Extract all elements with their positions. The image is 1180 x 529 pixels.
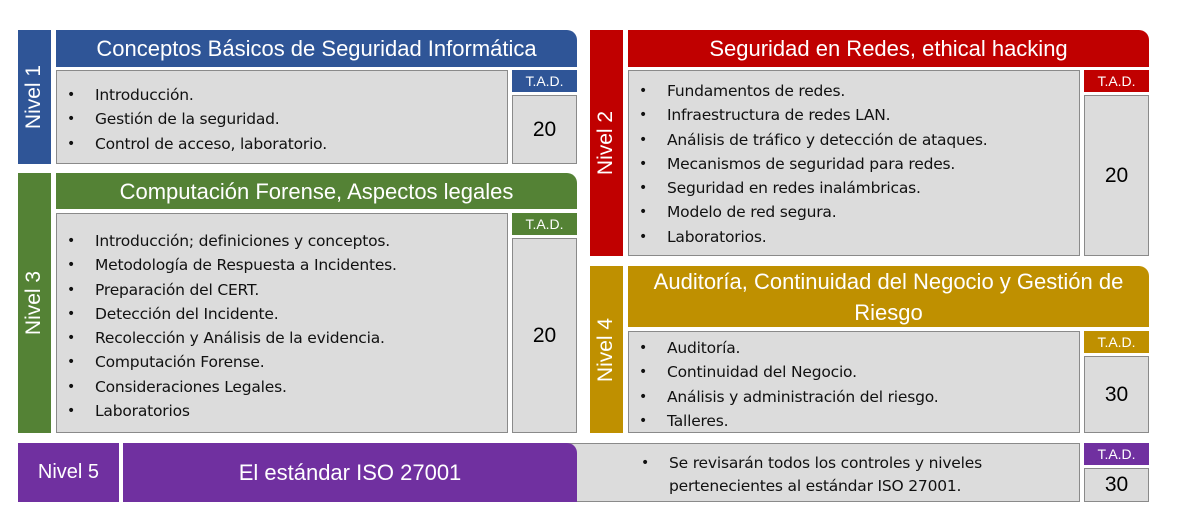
nivel2-title: Seguridad en Redes, ethical hacking [628,30,1149,67]
nivel1-title: Conceptos Básicos de Seguridad Informática [56,30,577,67]
topic-item: • Se revisarán todos los controles y niveles pertenecientes al estándar ISO 27001. [669,452,1009,498]
topic-item: • Detección del Incidente. [95,302,507,326]
topic-item: • Talleres. [667,409,1079,433]
nivel4-topics [628,331,1080,433]
topic-item: • Recolección y Análisis de la evidencia. [95,326,507,350]
topic-item: • Infraestructura de redes LAN. [667,103,1079,127]
topic-item: • Análisis y administración del riesgo. [667,385,1079,409]
nivel4-title: Auditoría, Continuidad del Negocio y Gestión de Riesgo [628,266,1149,327]
topic-item: • Introducción; definiciones y conceptos. [95,229,507,253]
topic-item: • Introducción. [95,83,507,107]
topic-item: • Modelo de red segura. [667,200,1079,224]
topic-item: • Auditoría. [667,336,1079,360]
topic-item: • Laboratorios. [667,225,1079,249]
nivel3-level-label: Nivel 3 [18,173,51,433]
topic-item: • Laboratorios [95,399,507,423]
nivel5-title: El estándar ISO 27001 [123,443,577,502]
nivel3-topics [56,213,508,433]
nivel2-topics [628,70,1080,256]
nivel5-tad-label: T.A.D. [1084,443,1149,465]
topic-item: • Fundamentos de redes. [667,79,1079,103]
nivel1-tad-value: 20 [512,95,577,164]
nivel5-topics [520,443,1080,502]
nivel5-tad-value: 30 [1084,468,1149,502]
nivel5-level-label: Nivel 5 [18,443,119,502]
nivel1-topics [56,70,508,164]
topic-item: • Control de acceso, laboratorio. [95,132,507,156]
topic-item: • Preparación del CERT. [95,278,507,302]
topic-item: • Computación Forense. [95,350,507,374]
topic-item: • Metodología de Respuesta a Incidentes. [95,253,507,277]
nivel3-tad-label: T.A.D. [512,213,577,235]
nivel3-title: Computación Forense, Aspectos legales [56,173,577,209]
nivel4-tad-label: T.A.D. [1084,331,1149,353]
nivel2-tad-value: 20 [1084,95,1149,256]
nivel4-tad-value: 30 [1084,356,1149,433]
nivel2-tad-label: T.A.D. [1084,70,1149,92]
topic-item: • Seguridad en redes inalámbricas. [667,176,1079,200]
nivel1-tad-label: T.A.D. [512,70,577,92]
topic-item: • Continuidad del Negocio. [667,360,1079,384]
topic-item: • Análisis de tráfico y detección de ataques. [667,128,1079,152]
nivel2-level-label: Nivel 2 [590,30,623,256]
nivel3-tad-value: 20 [512,238,577,433]
nivel4-level-label: Nivel 4 [590,266,623,433]
topic-item: • Consideraciones Legales. [95,375,507,399]
topic-item: • Gestión de la seguridad. [95,107,507,131]
topic-item: • Mecanismos de seguridad para redes. [667,152,1079,176]
nivel1-level-label: Nivel 1 [18,30,51,164]
